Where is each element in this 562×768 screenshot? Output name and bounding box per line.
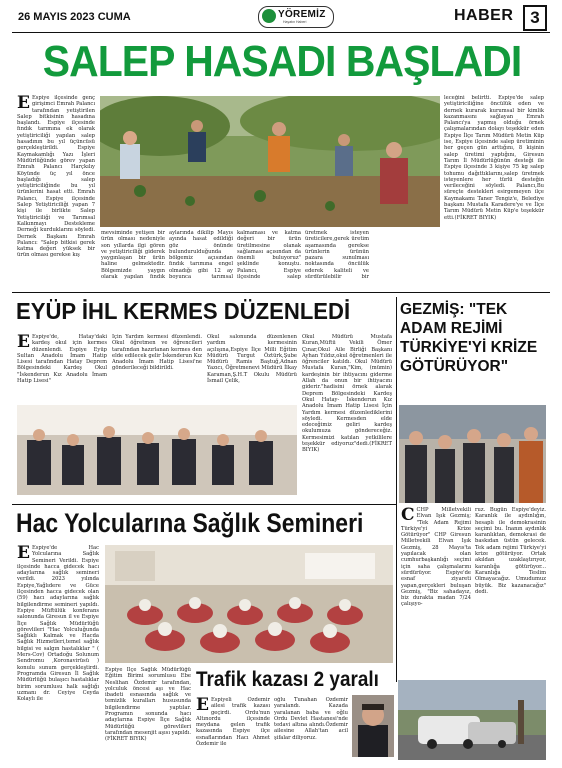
salep-text-col1: E Espiye ilçesinde genç girişimci Emrah Palancı tarafından yetiştirilen Salep bitkisinin hasadına başlandı. Espiye ilçesinde fındık tarımına ek olarak yetiştiriciliği yapılan salep hasadının bu yıl üçüncüsü gerçekleştirildi. Espiye Kaymakamlığı Yazı İşleri Müdürlüğünde görev yapan Emrah Palancı Harçkılıy Köyünde üç yıl önce başladığı salep yetiştiriciliğinde bu yıl ürünlerini hasat etti. Emrah Palancı, Espiye ilçesinde Salep Yetiştiriciliği yapan 7 kişi ile birlikte Salep Yetiştiriciliği ve Tarımsal Kalkınmayı Destekleme Derneği kurduklarını söyledi. Dernek Başkanı Emrah Palancı: "Salep bitkisi gerek katma değeri yüksek bir ürün olması gerekse kış [17,95,95,259]
kermes-text-col2: İçin Yardım kermesi düzenlendi. Okul öğretmen ve öğrencileri tarafından hazırlanan kermes den elde edilecek gelir İskenderun Kız Anadolu İmam Hatip Lisesi'ne gönderileceği bildirildi. [112,334,202,372]
salep-text-col4: kalmaması ve katma değeri bir ürün üretilmesine olanak sağlaması açısından da önemli buluyoruz" şeklinde konuştu. Palancı, Espiye ilçesinde salep [237,230,301,280]
gezmis-text-col1: CCHP Milletvekili Elvan Işık Gezmiş; "Tek Adam Rejimi Türkiye'yi Krize Götürüyor" CHP Giresun Milletvekili Elvan Işık Gezmiş, 28 Mayıs'ta yapılacak olan cumhurbaşkanlığı seçimi için saha çalışmalarını sürdürüyor. Espiye'de esnaf ziyareti yapan,gerçekleri buluşan Gezmiş, "Biz sahadayız, biz durakta madan 7/24 çalışıyo- [401,507,471,608]
vertical-divider [396,297,397,682]
divider-2 [12,504,396,505]
section-label: HABER [454,7,514,24]
logo-text: YÖREMİZ [278,9,326,20]
kermes-text-col4: Okul Müdürü Mustafa Kuran,Müftü Vekili Ömer Çınar,Okul Aile Birliği Başkanı Ayhan Yıldız,okul öğretmenleri ile öğrenciler katıldı. Okul Müdürü Mustafa Kuran,"Kim, (mümin) kardeşinin bir ihtiyacını giderme Allah da onun bir ihtiyacını giderir."hadisini örnek alarak Deprem Bölgesindeki Kardeş Okul Hatay- İskenderun Kız Anadolu İmam Hatip Lisesi İçin Yardım kermesi düzenlediklerini söyledi. Kermesden elde edeceğimiz geliri kardeş okulumuza göndereceğiz. Kermesimizi katılan yetkililere teşekkür ediyoruz"dedi.(FİKRET BIYIK) [302,334,392,454]
salep-text-col2: mevsiminde yetişen bir ürün olması nedeniyle son yıllarda ilgi gören ve yetiştiriciliği giderek yaygınlaşan bir ürün haline gelmektedir. Bölgemizde yaygın olarak yapılan fındık [101,230,165,280]
headline-hac: Hac Yolcularına Sağlık Semineri [16,508,364,538]
kermes-text-col1: E Espiye'de, Hatay'daki kardeş okul için kermes düzenlendi. Espiye Eyüp Sultan Anadolu İmam Hatip Lisesi tarafından Hatay Deprem Bölgesindeki Kardeş Okul "İskenderun Kız Anadolu İmam Hatip Lisesi" [17,334,107,385]
newspaper-logo [258,6,334,28]
trafik-text-col2: oğlu Tunahan Özdemir yaralandı. Kazada yaralanan baba ve oğlu Ordu Devlet Hastanesi'nde tedavi altına alındı.Özdemir ailesine Allah'tan acil şifalar diliyoruz. [274,697,348,741]
divider-1 [12,292,550,293]
gezmis-photo [399,405,546,503]
headline-gezmis: GEZMİŞ: "TEK ADAM REJİMİ TÜRKİYE'Yİ KRİZE GÖTÜRÜYOR" [400,301,538,375]
headline-trafik: Trafik kazası 2 yaralı [196,668,379,691]
salep-text-col5: üretmek isteyen üreticilere,gerek üretim aşamasında gerekse ürünlerin ürünün pazara sunulması noktasında öncülük ederek kaliteli ve sürdürülebilir bir [305,230,369,280]
kermes-photo [17,405,297,495]
hac-seminar-photo [105,545,393,663]
trafik-text-col1: E Espiyeli Özdemir ailesi trafik kazası geçirdi. Ordu'nun Altınordu ilçesinde meydana gelen trafik kazasında Espiye ilçe esnaflarından Hacı Ahmet Özdemir ile [196,697,270,748]
gezmis-text-col2: ruz. Bugün Espiye'deyiz. Karanlık ile aydınlığın, hesaplı ile demokrasinin seçimi bu. İnanın aydınlık karanlıktan, demokrasi de baskıdan üstün gelecek. Tek adam rejimi Türkiye'yi krize götürüyor. Ortak akıldan uzaklaştırıyor, karanlığa götürüyor... Karanlığa Teslim Olmayacağız. Umudumuz büyük. Biz kazanacağız" dedi. [475,507,546,595]
masthead [0,0,562,34]
hac-text-col1: E Espiye'de Hac Yolcularına Sağlık Semineri Verildi. Espiye ilçesinde hacca gidecek hacı adaylarına sağlık semineri verildi. 2023 yılında Espiye,Yağlıdere ve Güce ilçesinden hacca gidecek olan (59) hacı adaylarına sağlık bilgilendirme semineri yapıldı. Espiye Müftülük konferans salonunda Giresun il ve Espiye İlçe Sağlık Müdürlüğü görevlileri "Hac Yolculuğunda Sağlıklı Kalmak ve Hacda Sağlık Hizmetleri,temel sağlık bilgisi ve salgın hastalıklar " ( Mers-Cov) Ortadoğu Solunum Sendromu ,Koronavirüsü ) konulu sunum gerçekleştirdi. Programda Giresun İl Sağlık Müdürlüğü bulaşıcı hastalıklar birim sorumlusu halk sağlığı uzmanı dr. Ceyiye Ceyda Kolaylı ile [17,545,99,703]
logo-subtitle: Hayatın Haberi [283,20,307,24]
trafik-portrait-photo [352,695,394,757]
salep-harvest-photo [100,96,440,227]
kermes-text-col3: Okul salonunda düzenlenen yardım kermesinin açılışına,Espiye İlçe Milli Eğitim Müdürü Turgut Öztürk,Şube Müdürü Ramis Baştuğ,Adnan Yazıcı, Öğretmenevi Müdürü İlkay Karaman,Ş.H.T Okulu Müdürü İsmail Çelik, [207,334,297,385]
masthead-rule [12,32,550,33]
salep-text-col6: leceğini belirtti. Espiye'de salep yetiştiriciliğine öncülük eden ve dernek kurarak kurumsal bir kimlik kazanmasını sağlayan Emrah Palancı'ya yapmış olduğu örnek çalışmalarından dolayı teşekkür eden Espiye İlçe Tarım Müdürü Metin Küp ise, Espiye ilçesinde salep üretiminin her geçen gün arttığını, 8 kişinin salep üretimi yaptığını, Giresun Tarım İl Müdürlüğünün desteği ile Espiye ilçesinde 3 kişiye 75 kg salep tohumu dağıttıklarını,salep üretmek isteyenlere her türlü desteğin verileceğini söyledi. Palancı,Bu süreçte destekleri esirgemeyen ilçe Kaymakamı Taner Tengiz'e, Belediye başkanı Mustafa Karadere'ye ve İlçe Tarım Müdürü Metin Küp'e teşekkür etti.(FİKRET BIYIK) [444,95,544,221]
headline-kermes: EYÜP İHL KERMES DÜZENLEDİ [16,298,351,324]
headline-salep: SALEP HASADI BAŞLADI [42,37,522,86]
trafik-crash-photo [398,680,546,760]
logo-emblem-icon [262,9,276,23]
salep-text-col3: aylarında dikilip Mayıs ayında hasat edildiği göz önünde bulundurulduğunda bölgemiz açısından fındık tarımına engel olmadığı gibi 12 ay boyunca tarımsal [169,230,233,280]
page-number: 3 [523,5,547,31]
hac-text-col2: Espiye İlçe Sağlık Müdürlüğü Eğitim Birimi sorumlusu Ebe Neslihan Özdemir tarafından, yolculuk öncesi aşı ve Hac ibadeti esnasında sağlık ve temizlik kuralları hususunda bilgilendirme yaptılar. Programın sonunda hacı adaylarına Espiye İlçe Sağlık Müdürlüğü görevlileri tarafından mesenjit aşısı yapıldı. (FİKRET BIYIK) [105,667,191,743]
issue-date: 26 MAYIS 2023 CUMA [18,11,131,23]
